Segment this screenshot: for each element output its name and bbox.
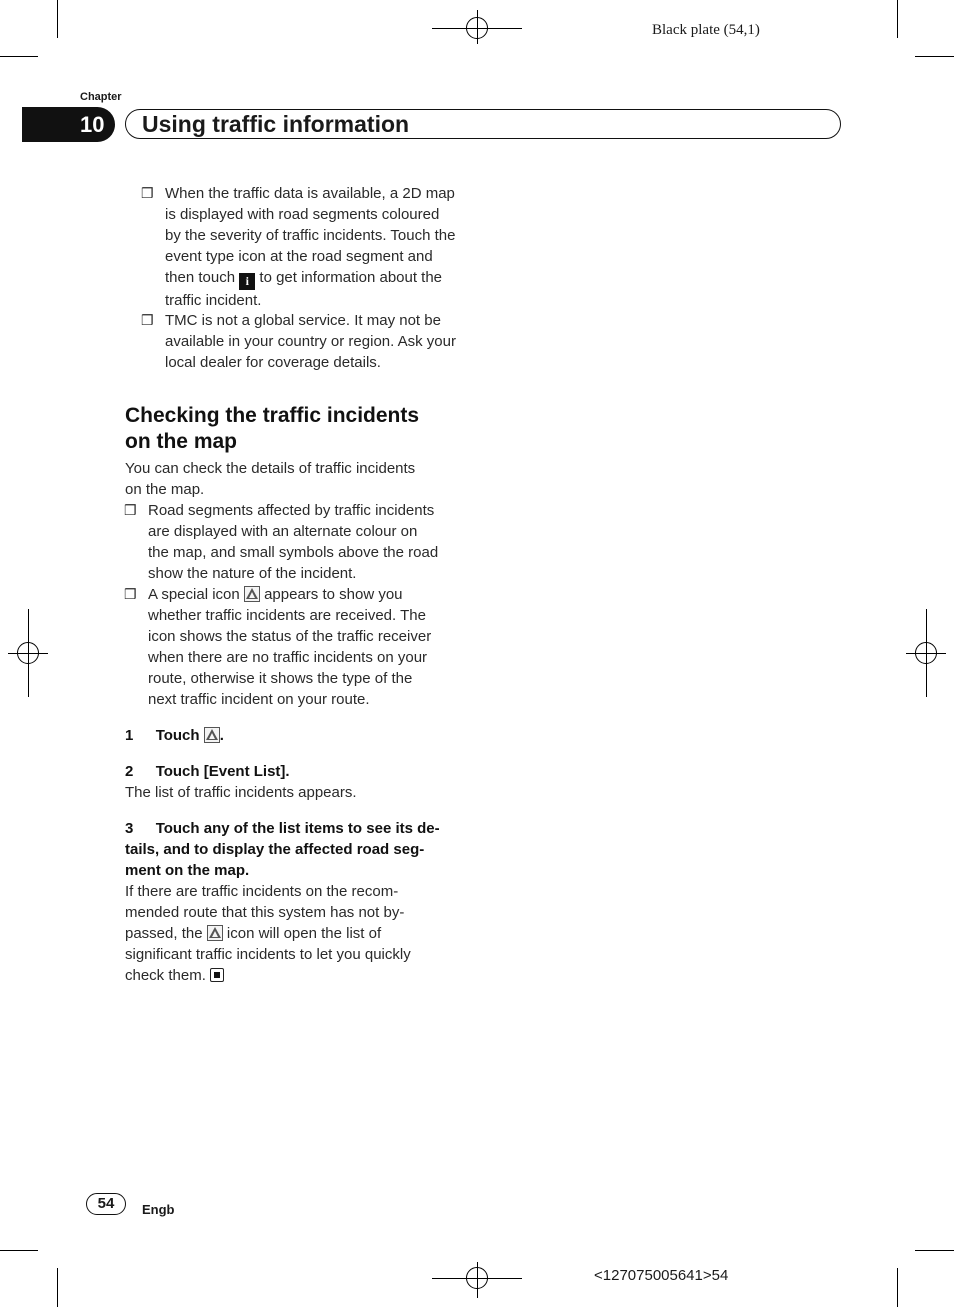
section-bullet-1 <box>148 500 478 584</box>
crop-mark <box>57 1268 58 1307</box>
page-number: 54 <box>86 1193 126 1215</box>
note-line: traffic incident. <box>165 292 262 309</box>
bullet-line: are displayed with an alternate colour on <box>148 523 418 540</box>
body-line <box>125 965 470 986</box>
bullet-line-part: A special icon <box>148 586 240 603</box>
note-line: TMC is not a global service. It may not be <box>165 312 441 329</box>
note-line: available in your country or region. Ask your <box>165 333 456 350</box>
note-2 <box>165 310 475 373</box>
body-line-part: check them. <box>125 967 206 984</box>
section-heading-line: Checking the traffic incidents <box>125 404 420 427</box>
body-line: If there are traffic incidents on the recom- <box>125 883 399 900</box>
note-line: is displayed with road segments coloured <box>165 206 440 223</box>
bullet-icon: ❒ <box>124 586 137 602</box>
note-1 <box>165 183 475 311</box>
bullet-icon: ❒ <box>124 502 137 518</box>
bullet-line: route, otherwise it shows the type of the <box>148 670 413 687</box>
chapter-title: Using traffic information <box>125 109 841 139</box>
plate-label: Black plate (54,1) <box>652 22 760 38</box>
bullet-line: next traffic incident on your route. <box>148 691 370 708</box>
step-2-result: The list of traffic incidents appears. <box>125 784 357 801</box>
chapter-label: Chapter <box>80 91 122 103</box>
step-line <box>125 818 470 839</box>
chapter-number: 10 <box>22 107 115 142</box>
step-1 <box>125 725 224 746</box>
registration-mark <box>17 642 39 664</box>
traffic-warning-icon <box>244 586 260 602</box>
intro-line: on the map. <box>125 481 205 498</box>
registration-mark <box>466 17 488 39</box>
section-intro <box>125 458 465 500</box>
note-line-part: to get information about the <box>259 269 443 286</box>
bullet-line: whether traffic incidents are received. The <box>148 607 426 624</box>
bullet-line: when there are no traffic incidents on your <box>148 649 428 666</box>
body-line: significant traffic incidents to let you quickly <box>125 946 411 963</box>
bullet-line-part: appears to show you <box>264 586 403 603</box>
crop-mark <box>897 1268 898 1307</box>
section-heading-line: on the map <box>125 430 238 453</box>
step-text: Touch [Event List]. <box>155 763 290 780</box>
body-line: mended route that this system has not by- <box>125 904 405 921</box>
bullet-line <box>148 584 478 605</box>
step-suffix: . <box>219 727 224 744</box>
crop-mark <box>897 0 898 38</box>
step-text: Touch any of the list items to see its de- <box>155 820 440 837</box>
note-line-part: then touch <box>165 269 236 286</box>
registration-mark <box>466 1267 488 1289</box>
body-line-part: icon will open the list of <box>226 925 382 942</box>
crop-mark <box>915 1250 954 1251</box>
crop-mark <box>915 56 954 57</box>
language-code: Engb <box>142 1202 175 1217</box>
note-line: by the severity of traffic incidents. Touch the <box>165 227 456 244</box>
document-code: <127075005641>54 <box>594 1267 729 1284</box>
crop-mark <box>0 1250 38 1251</box>
step-text: Touch <box>155 727 200 744</box>
crop-mark <box>0 56 38 57</box>
traffic-warning-icon <box>204 727 220 743</box>
crop-mark <box>57 0 58 38</box>
note-bullet-icon: ❒ <box>141 312 154 328</box>
traffic-warning-icon <box>207 925 223 941</box>
step-line: tails, and to display the affected road seg- <box>125 841 425 858</box>
section-bullet-2 <box>148 584 478 710</box>
step-number: 3 <box>125 820 134 837</box>
intro-line: You can check the details of traffic incidents <box>125 460 416 477</box>
step-number: 2 <box>125 763 134 780</box>
note-line: event type icon at the road segment and <box>165 248 433 265</box>
registration-mark <box>915 642 937 664</box>
note-line: local dealer for coverage details. <box>165 354 381 371</box>
bullet-line: show the nature of the incident. <box>148 565 357 582</box>
note-line <box>165 267 475 290</box>
step-3-body <box>125 881 470 986</box>
section-heading <box>125 403 465 455</box>
bullet-line: Road segments affected by traffic incidents <box>148 502 435 519</box>
info-icon: i <box>239 273 255 290</box>
body-line <box>125 923 470 944</box>
end-of-section-icon <box>210 968 224 982</box>
step-2 <box>125 761 290 782</box>
note-bullet-icon: ❒ <box>141 185 154 201</box>
bullet-line: icon shows the status of the traffic receiver <box>148 628 432 645</box>
step-3 <box>125 818 470 881</box>
step-line: ment on the map. <box>125 862 250 879</box>
body-line-part: passed, the <box>125 925 203 942</box>
note-line: When the traffic data is available, a 2D map <box>165 185 455 202</box>
bullet-line: the map, and small symbols above the road <box>148 544 439 561</box>
step-number: 1 <box>125 727 134 744</box>
